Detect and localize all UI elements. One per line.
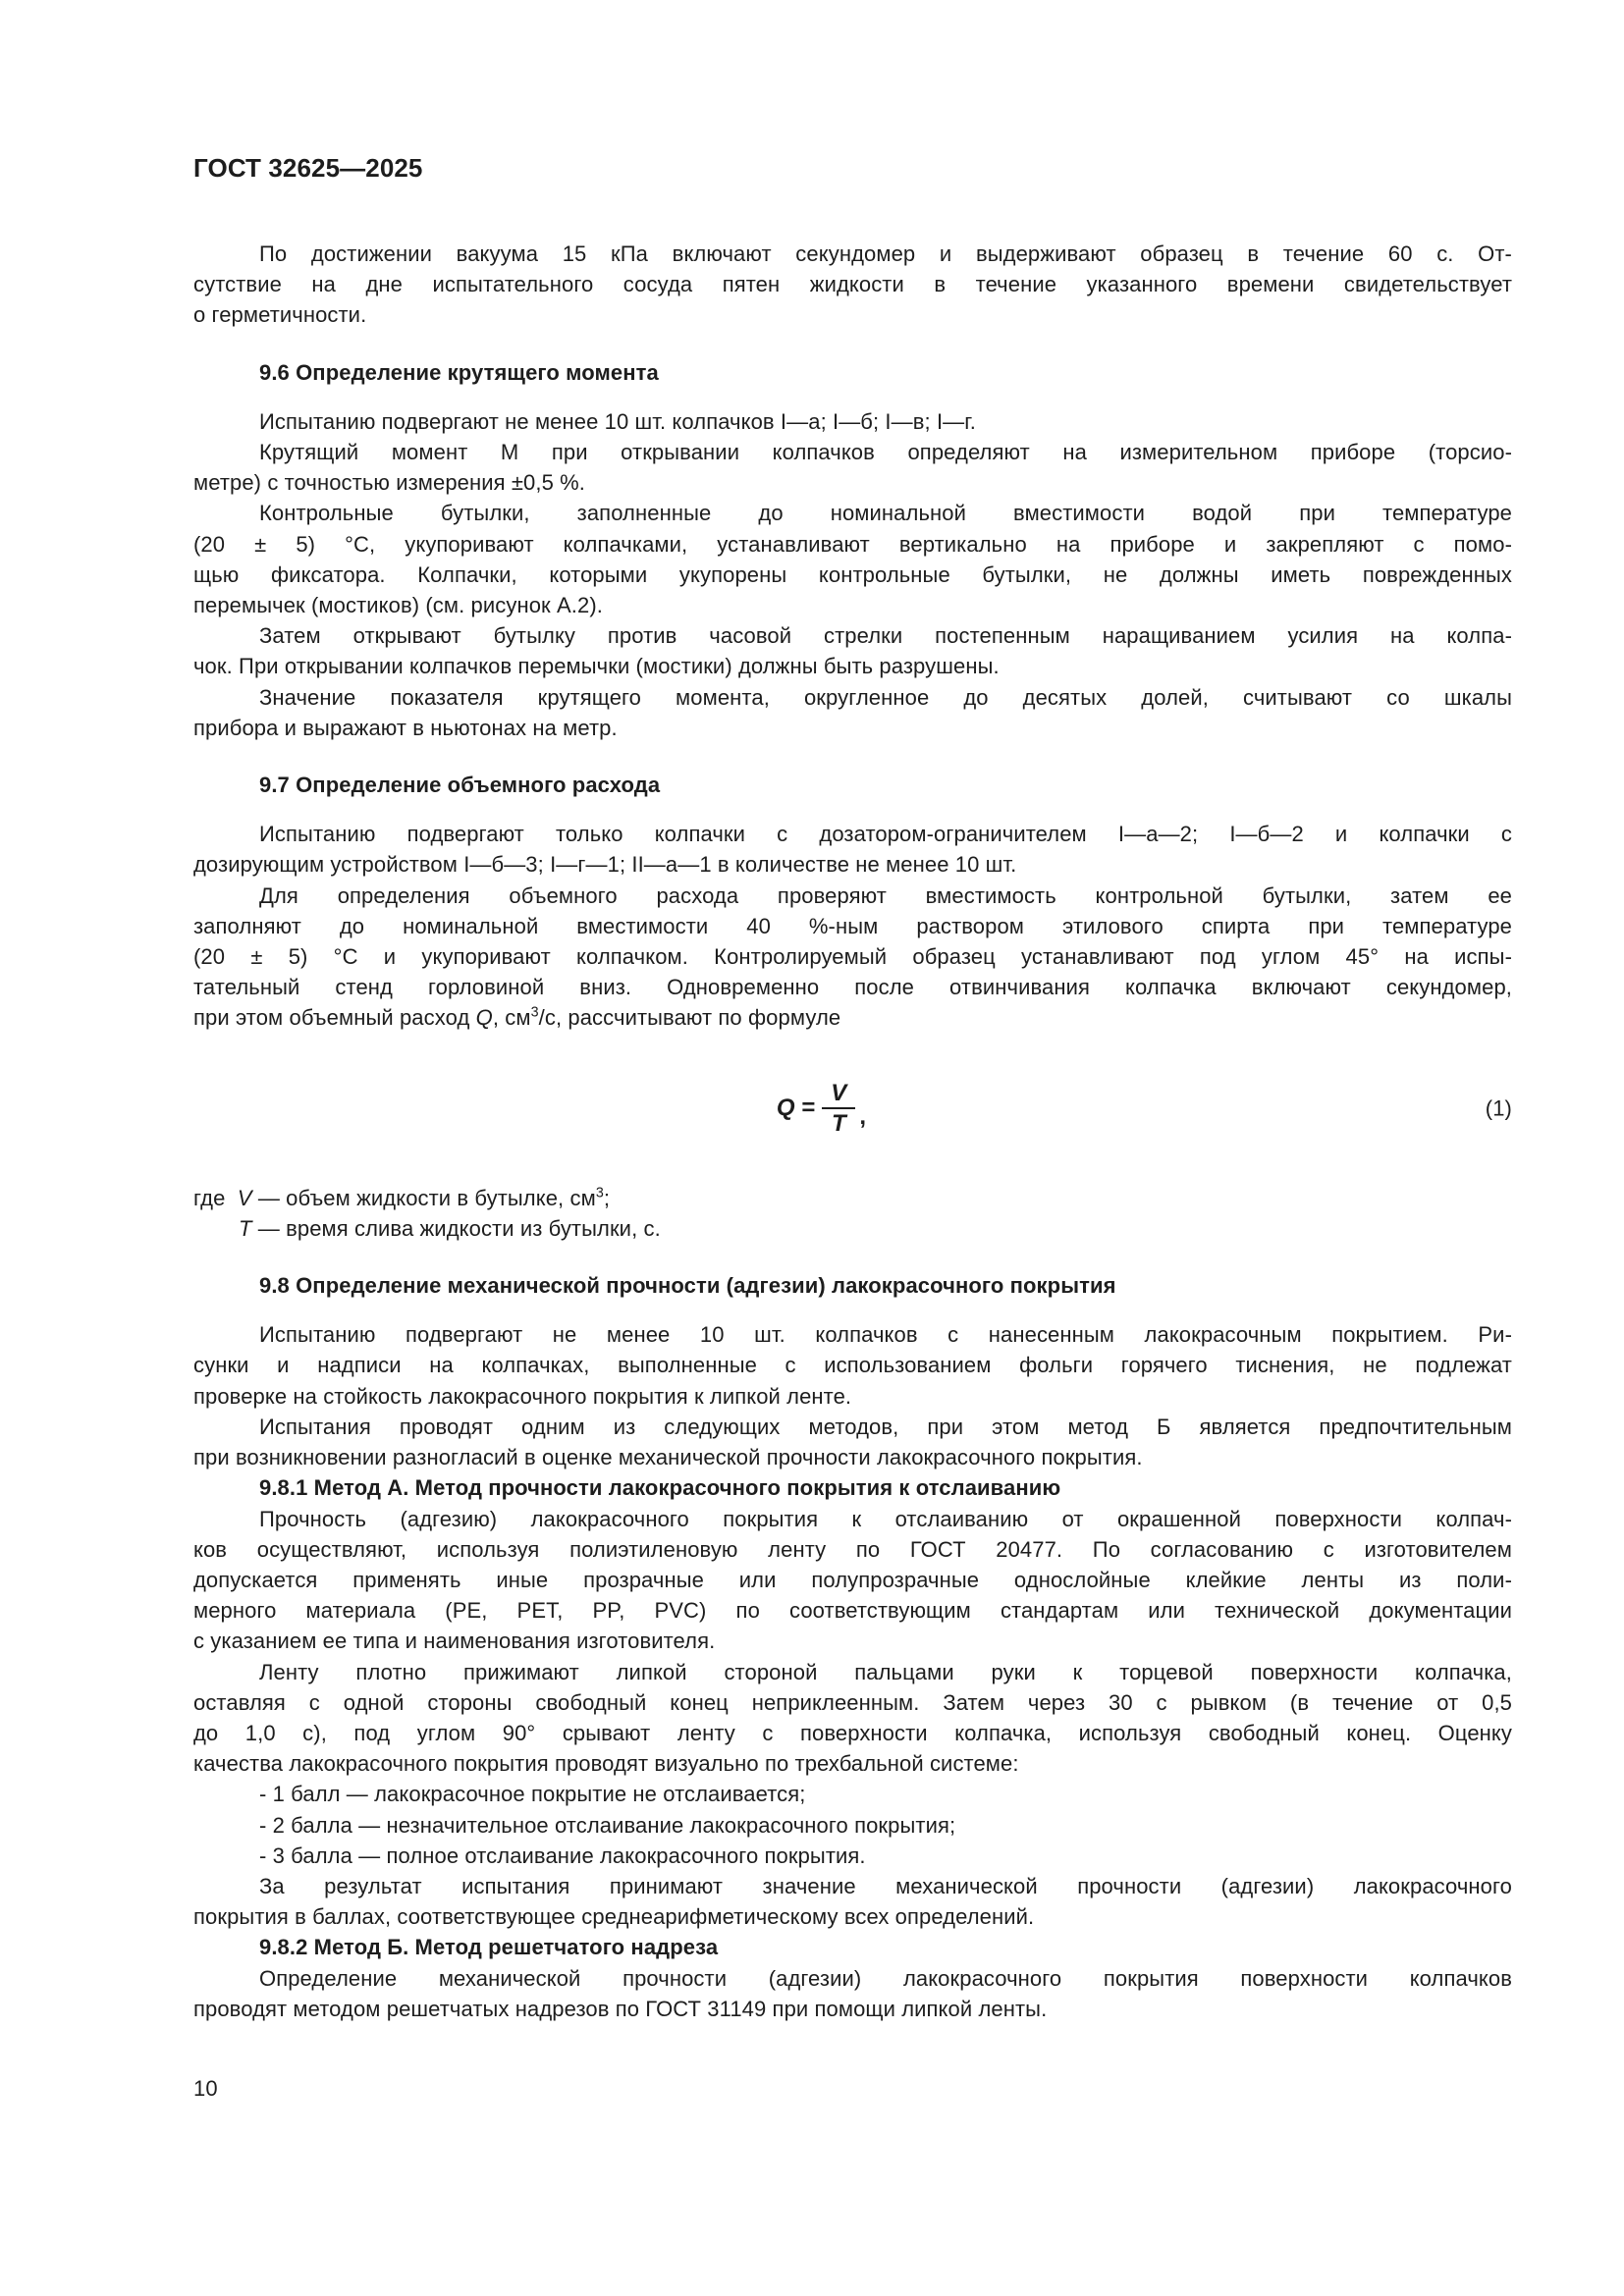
superscript: 3: [530, 1005, 539, 1022]
text-line: проводят методом решетчатых надрезов по ГОСТ 31149 при помощи липкой ленты.: [193, 1996, 1048, 2021]
text-line: Испытанию подвергают не менее 10 шт. колпачков I—а; I—б; I—в; I—г.: [259, 408, 976, 434]
paragraph: [193, 1412, 1512, 1472]
paragraph: [193, 437, 1512, 498]
equals-sign: =: [794, 1095, 823, 1122]
paragraph: [193, 1504, 1512, 1657]
text-line: дозирующим устройством I—б—3; I—г—1; II—а—1 в количестве не менее 10 шт.: [193, 852, 1017, 878]
text-line: - 3 балла — полное отслаивание лакокрасочного покрытия.: [259, 1842, 866, 1868]
list-item: [193, 1810, 1512, 1841]
text-line: Прочность (адгезию) лакокрасочного покрытия к отслаиванию от окрашенной поверхности колпач-: [259, 1506, 1512, 1531]
text-line: о герметичности.: [193, 302, 367, 328]
text-segment: — время слива жидкости из бутылки, с.: [251, 1215, 661, 1241]
text-line: Испытанию подвергают только колпачки с дозатором-ограничителем I—а—2; I—б—2 и колпачки с: [259, 822, 1512, 847]
formula-lhs: Q: [776, 1095, 795, 1122]
paragraph: [193, 819, 1512, 880]
paragraph: [193, 239, 1512, 331]
variable: T: [239, 1215, 252, 1241]
section-subheading: 9.8.2 Метод Б. Метод решетчатого надреза: [259, 1935, 719, 1960]
section-subheading: 9.8.1 Метод А. Метод прочности лакокрасочного покрытия к отслаиванию: [259, 1475, 1061, 1501]
variable: V: [237, 1185, 252, 1210]
section-heading: 9.7 Определение объемного расхода: [259, 773, 661, 798]
text-line: Затем открывают бутылку против часовой стрелки постепенным наращиванием усилия на колпа-: [259, 623, 1512, 649]
where-line: [239, 1213, 1512, 1244]
text-line: тательный стенд горловиной вниз. Одновременно после отвинчивания колпачка включают секундомер,: [193, 975, 1512, 1000]
text-line: перемычек (мостиков) (см. рисунок А.2).: [193, 593, 603, 618]
text-line: сутствие на дне испытательного сосуда пятен жидкости в течение указанного времени свидетельствует: [193, 272, 1512, 297]
text-line: Испытания проводят одним из следующих методов, при этом метод Б является предпочтительным: [259, 1414, 1512, 1439]
text-line: до 1,0 с), под углом 90° срывают ленту с поверхности колпачка, используя свободный конец. Оценку: [193, 1720, 1512, 1745]
paragraph: [193, 881, 1512, 1034]
paragraph: [193, 406, 1512, 437]
text-segment: — объем жидкости в бутылке, см: [251, 1185, 596, 1210]
text-segment: ;: [603, 1185, 611, 1210]
paragraph: [193, 682, 1512, 743]
text-segment: , см: [492, 1005, 531, 1031]
text-segment: /с, рассчитывают по формуле: [538, 1005, 841, 1031]
text-line: щью фиксатора. Колпачки, которыми укупорены контрольные бутылки, не должны иметь поврежденных: [193, 561, 1512, 587]
text-line: Крутящий момент М при открывании колпачков определяют на измерительном приборе (торсио-: [259, 440, 1512, 465]
paragraph: [193, 620, 1512, 681]
paragraph: [193, 1657, 1512, 1780]
text-line: мерного материала (PE, PET, PP, PVC) по соответствующим стандартам или технической документации: [193, 1598, 1512, 1624]
text-line: с указанием ее типа и наименования изготовителя.: [193, 1629, 716, 1654]
text-line: Контрольные бутылки, заполненные до номинальной вместимости водой при температуре: [259, 501, 1512, 526]
section-heading: 9.6 Определение крутящего момента: [259, 359, 659, 385]
text-line: проверке на стойкость лакокрасочного покрытия к липкой ленте.: [193, 1383, 852, 1409]
text-line: при возникновении разногласий в оценке механической прочности лакокрасочного покрытия.: [193, 1445, 1143, 1470]
paragraph: [193, 1963, 1512, 2024]
text-line: По достижении вакуума 15 кПа включают секундомер и выдерживают образец в течение 60 с. От-: [259, 241, 1512, 266]
text-line: оставляя с одной стороны свободный конец неприклеенным. Затем через 30 с рывком (в течение от 0,5: [193, 1689, 1512, 1715]
variable: Q: [475, 1005, 493, 1031]
text-line: качества лакокрасочного покрытия проводят визуально по трехбальной системе:: [193, 1751, 1019, 1777]
text-line: покрытия в баллах, соответствующее среднеарифметическому всех определений.: [193, 1904, 1035, 1930]
text-line: За результат испытания принимают значение механической прочности (адгезии) лакокрасочного: [259, 1873, 1512, 1898]
formula-number: (1): [1485, 1095, 1512, 1121]
text-line: ков осуществляют, используя полиэтиленовую ленту по ГОСТ 20477. По согласованию с изготовителем: [193, 1536, 1512, 1562]
text-segment: при этом объемный расход: [193, 1005, 476, 1031]
text-line: заполняют до номинальной вместимости 40 %-ным раствором этилового спирта при температуре: [193, 913, 1512, 938]
text-line: Испытанию подвергают не менее 10 шт. колпачков с нанесенным лакокрасочным покрытием. Ри-: [259, 1322, 1512, 1348]
text-line: прибора и выражают в ньютонах на метр.: [193, 715, 618, 740]
where-line: [193, 1183, 1512, 1213]
text-line: (20 ± 5) °С и укупоривают колпачком. Контролируемый образец устанавливают под углом 45° на испы-: [193, 944, 1512, 970]
document-body: [193, 239, 1512, 2024]
text-line: Значение показателя крутящего момента, округленное до десятых долей, считывают со шкалы: [259, 684, 1512, 710]
text-line: Ленту плотно прижимают липкой стороной пальцами руки к торцевой поверхности колпачка,: [259, 1659, 1512, 1684]
text-line: сунки и надписи на колпачках, выполненные с использованием фольги горячего тиснения, не подлежат: [193, 1353, 1512, 1378]
page-number: 10: [193, 2076, 218, 2101]
formula: [193, 1063, 1512, 1153]
document-header: ГОСТ 32625—2025: [193, 153, 423, 183]
list-item: [193, 1779, 1512, 1809]
text-line: Определение механической прочности (адгезии) лакокрасочного покрытия поверхности колпачков: [259, 1965, 1512, 1991]
paragraph: [193, 1319, 1512, 1412]
text-line: (20 ± 5) °С, укупоривают колпачками, устанавливают вертикально на приборе и закрепляют с помо-: [193, 531, 1512, 557]
where-list: [193, 1183, 1512, 1244]
formula-body: [777, 1080, 866, 1137]
section-heading: 9.8 Определение механической прочности (адгезии) лакокрасочного покрытия: [259, 1273, 1116, 1299]
formula-comma: ,: [859, 1103, 867, 1131]
superscript: 3: [595, 1185, 604, 1201]
text-line: чок. При открывании колпачков перемычки (мостики) должны быть разрушены.: [193, 654, 1000, 679]
fraction: [822, 1080, 855, 1137]
paragraph: [193, 498, 1512, 620]
text-line: [193, 1002, 1512, 1033]
fraction-denominator: T: [831, 1109, 846, 1137]
text-line: - 1 балл — лакокрасочное покрытие не отслаивается;: [259, 1782, 806, 1807]
text-line: - 2 балла — незначительное отслаивание лакокрасочного покрытия;: [259, 1812, 956, 1838]
paragraph: [193, 1871, 1512, 1932]
text-segment: где: [193, 1185, 238, 1210]
list-item: [193, 1841, 1512, 1871]
text-line: метре) с точностью измерения ±0,5 %.: [193, 470, 586, 496]
text-line: Для определения объемного расхода проверяют вместимость контрольной бутылки, затем ее: [259, 882, 1512, 908]
text-line: допускается применять иные прозрачные или полупрозрачные однослойные клейкие ленты из поли-: [193, 1567, 1512, 1592]
fraction-numerator: V: [822, 1080, 855, 1109]
